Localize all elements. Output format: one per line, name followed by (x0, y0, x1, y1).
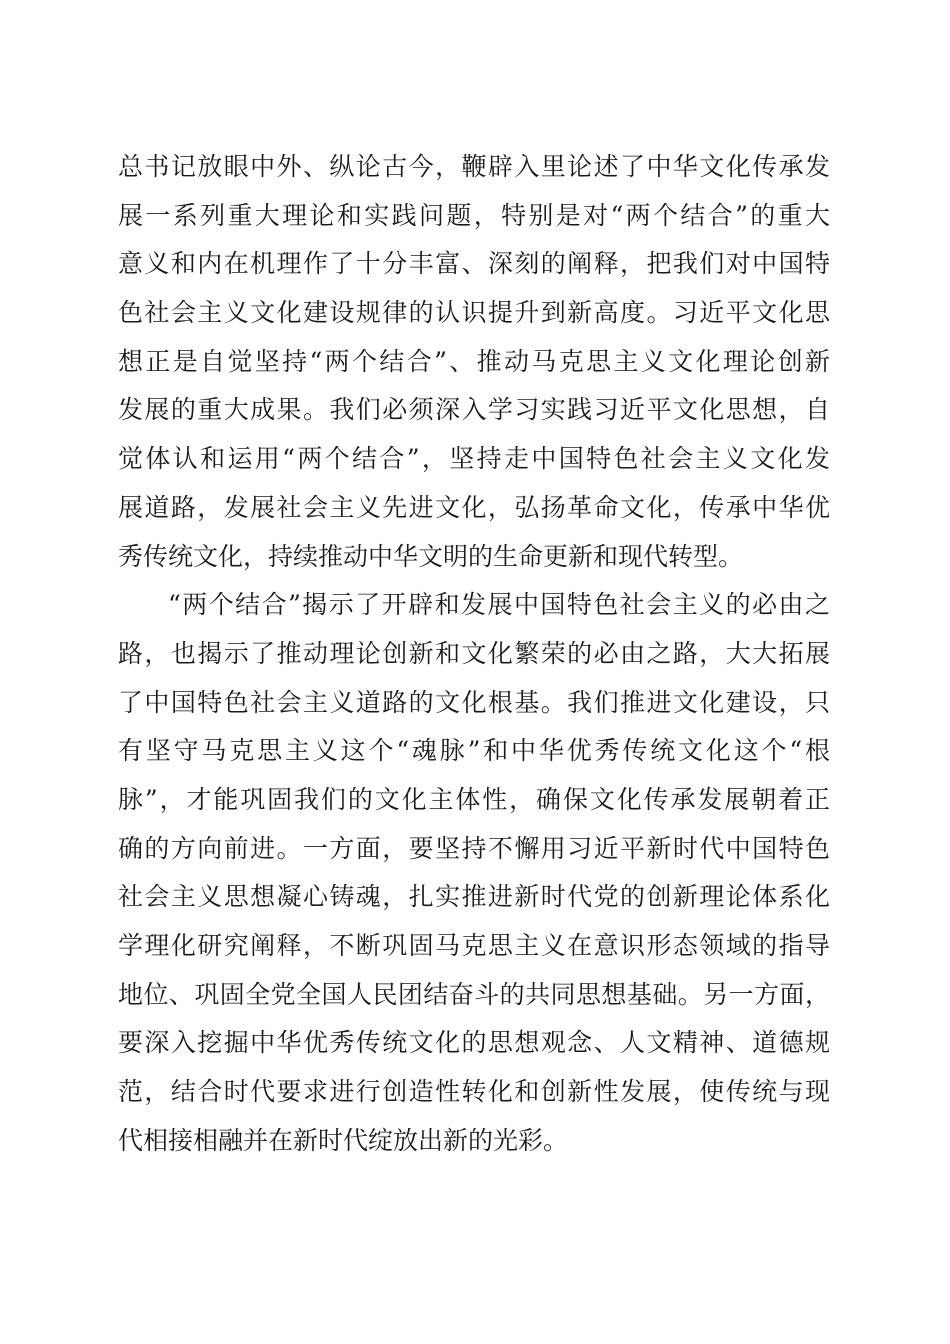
text-line: 代相接相融并在新时代绽放出新的光彩。 (118, 1125, 569, 1155)
text-line: 确的方向前进。一方面，要坚持不懈用习近平新时代中国特色 (118, 833, 830, 863)
text-line: 范，结合时代要求进行创造性转化和创新性发展，使传统与现 (118, 1077, 830, 1107)
paragraph-1 (118, 143, 830, 581)
text-line: 发展的重大成果。我们必须深入学习实践习近平文化思想，自 (118, 395, 830, 425)
text-line: 要深入挖掘中华优秀传统文化的思想观念、人文精神、道德规 (118, 1028, 830, 1058)
text-line: “两个结合”揭示了开辟和发展中国特色社会主义的必由之 (168, 590, 830, 620)
text-line: 路，也揭示了推动理论创新和文化繁荣的必由之路，大大拓展 (118, 638, 830, 668)
text-line: 脉”，才能巩固我们的文化主体性，确保文化传承发展朝着正 (118, 784, 830, 814)
text-line: 地位、巩固全党全国人民团结奋斗的共同思想基础。另一方面， (118, 979, 830, 1009)
text-line: 想正是自觉坚持“两个结合”、推动马克思主义文化理论创新 (118, 346, 830, 376)
text-line: 了中国特色社会主义道路的文化根基。我们推进文化建设，只 (118, 687, 830, 717)
text-line: 意义和内在机理作了十分丰富、深刻的阐释，把我们对中国特 (118, 249, 830, 279)
body-text (118, 143, 830, 1165)
text-line: 觉体认和运用“两个结合”，坚持走中国特色社会主义文化发 (118, 444, 830, 474)
text-line: 展一系列重大理论和实践问题，特别是对“两个结合”的重大 (118, 200, 830, 230)
paragraph-2 (118, 581, 830, 1165)
text-line: 总书记放眼中外、纵论古今，鞭辟入里论述了中华文化传承发 (118, 152, 830, 181)
text-line: 秀传统文化，持续推动中华文明的生命更新和现代转型。 (118, 541, 744, 571)
text-line: 社会主义思想凝心铸魂，扎实推进新时代党的创新理论体系化 (118, 882, 830, 912)
text-line: 学理化研究阐释，不断巩固马克思主义在意识形态领域的指导 (118, 931, 830, 960)
text-line: 有坚守马克思主义这个“魂脉”和中华优秀传统文化这个“根 (118, 736, 830, 766)
text-line: 展道路，发展社会主义先进文化，弘扬革命文化，传承中华优 (118, 492, 830, 522)
text-line: 色社会主义文化建设规律的认识提升到新高度。习近平文化思 (118, 298, 830, 328)
